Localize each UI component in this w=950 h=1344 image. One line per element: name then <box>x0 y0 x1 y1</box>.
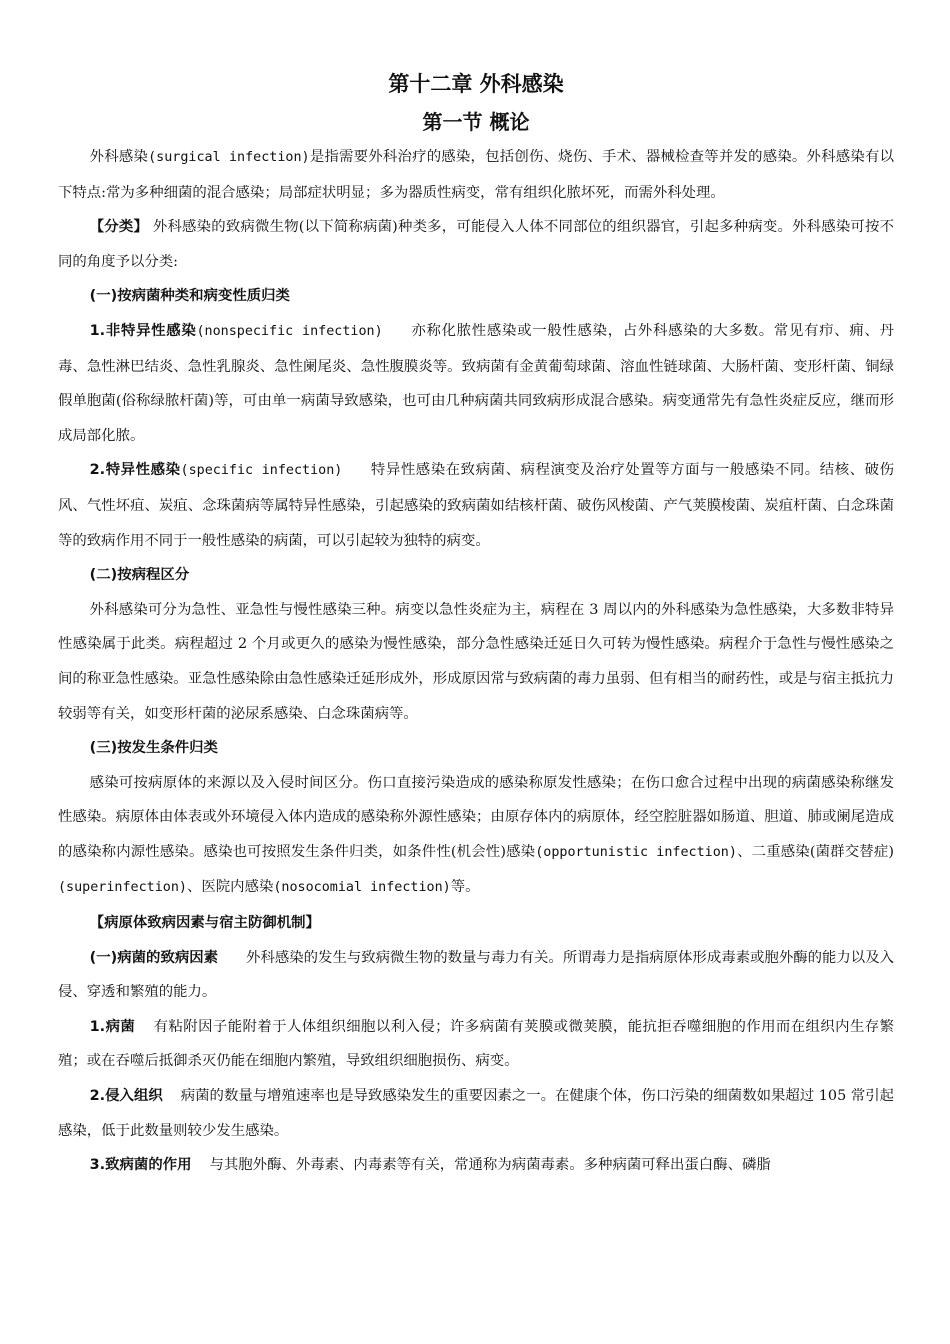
intro-paragraph <box>58 140 894 210</box>
pathogenesis-heading-text: 【病原体致病因素与宿主防御机制】 <box>89 915 320 932</box>
opportunistic-latin: (opportunistic infection) <box>535 844 737 860</box>
by-condition-heading <box>58 731 894 766</box>
section-title: 第一节 概论 <box>422 110 530 134</box>
classification-text: 外科感染的致病微生物(以下简称病菌)种类多，可能侵入人体不同部位的组织器官，引起多种病变。外科感染可按不同的角度予以分类: <box>58 219 894 270</box>
by-course-paragraph: 外科感染可分为急性、亚急性与慢性感染三种。病变以急性炎症为主，病程在 3 周以内的外科感染为急性感染，大多数非特异性感染属于此类。病程超过 2 个月或更久的感染为慢性感染，部分急性感染迁延日久可转为慢性感染。病程介于急性与慢性感染之间的称亚急性感染。亚急性感染除由急性感染迁延形成外，形成原因常与致病菌的毒力虽弱、但有相当的耐药性，或是与宿主抵抗力较弱等有关，如变形杆菌的泌尿系感染、白念珠菌病等。 <box>58 601 894 722</box>
specific-latin: (specific infection) <box>180 463 343 479</box>
classification-label: 【分类】 <box>89 219 149 236</box>
virulence-label: (一)病菌的致病因素 <box>89 949 219 966</box>
by-condition-paragraph <box>58 766 894 906</box>
intro-text-b: 是指需要外科治疗的感染，包括创伤、烧伤、手术、器械检查等并发的感染。外科感染有以下特点:常为多种细菌的混合感染；局部症状明显；多为器质性病变，常有组织化脓坏死，而需外科处理。 <box>58 149 894 201</box>
by-condition-text-b: 、二重感染(菌群交替症) <box>736 843 895 860</box>
nonspecific-label: 1.非特异性感染 <box>89 322 197 339</box>
document-page <box>58 62 894 1183</box>
by-course-heading-text: (二)按病程区分 <box>89 567 190 584</box>
specific-infection-paragraph <box>58 453 894 558</box>
by-pathogen-heading <box>58 279 894 314</box>
by-pathogen-heading-text: (一)按病菌种类和病变性质归类 <box>89 288 290 305</box>
intro-text-a: 外科感染 <box>89 149 149 165</box>
by-condition-heading-text: (三)按发生条件归类 <box>89 740 218 757</box>
by-condition-text-a: 感染可按病原体的来源以及入侵时间区分。伤口直接污染造成的感染称原发性感染；在伤口愈合过程中出现的病菌感染称继发性感染。病原体由体表或外环境侵入体内造成的感染称外源性感染；由原存体内的病原体，经空腔脏器如肠道、胆道、肺或阑尾造成的感染称内源性感染。感染也可按照发生条件归类，如条件性(机会性)感染 <box>58 774 894 860</box>
nosocomial-latin: (nosocomial infection) <box>273 880 451 896</box>
intro-latin-term: (surgical infection) <box>148 150 310 165</box>
bacteria-paragraph <box>58 1010 894 1079</box>
invasion-text: 病菌的数量与增殖速率也是导致感染发生的重要因素之一。在健康个体，伤口污染的细菌数如果超过 105 常引起感染，低于此数量则较少发生感染。 <box>58 1088 894 1139</box>
pathogen-action-text: 与其胞外酶、外毒素、内毒素等有关，常通称为病菌毒素。多种病菌可释出蛋白酶、磷脂 <box>209 1157 771 1174</box>
invasion-paragraph <box>58 1079 894 1148</box>
pathogen-action-paragraph <box>58 1148 894 1183</box>
by-condition-text-d: 等。 <box>450 879 480 896</box>
bacteria-text: 有粘附因子能附着于人体组织细胞以利入侵；许多病菌有荚膜或微荚膜，能抗拒吞噬细胞的作用而在组织内生存繁殖；或在吞噬后抵御杀灭仍能在细胞内繁殖，导致组织细胞损伤、病变。 <box>58 1018 894 1070</box>
nonspecific-infection-paragraph <box>58 314 894 453</box>
specific-label: 2.特异性感染 <box>89 462 181 479</box>
nonspecific-latin: (nonspecific infection) <box>196 323 383 339</box>
pathogen-action-label: 3.致病菌的作用 <box>89 1157 192 1174</box>
nonspecific-text: 亦称化脓性感染或一般性感染，占外科感染的大多数。常见有疖、痈、丹毒、急性淋巴结炎、急性乳腺炎、急性阑尾炎、急性腹膜炎等。致病菌有金黄葡萄球菌、溶血性链球菌、大肠杆菌、变形杆菌、铜绿假单胞菌(俗称绿脓杆菌)等，可由单一病菌导致感染，也可由几种病菌共同致病形成混合感染。病变通常先有急性炎症反应，继而形成局部化脓。 <box>58 322 894 444</box>
classification-paragraph <box>58 210 894 279</box>
chapter-title: 第十二章 外科感染 <box>388 72 564 96</box>
by-course-heading <box>58 558 894 593</box>
virulence-factors-paragraph <box>58 941 894 1010</box>
bacteria-label: 1.病菌 <box>89 1018 136 1035</box>
virulence-text: 外科感染的发生与致病微生物的数量与毒力有关。所谓毒力是指病原体形成毒素或胞外酶的能力以及入侵、穿透和繁殖的能力。 <box>58 949 894 1001</box>
by-condition-text-c: 、医院内感染 <box>187 879 274 896</box>
superinfection-latin: (superinfection) <box>58 880 187 896</box>
pathogenesis-heading <box>58 906 894 941</box>
invasion-label: 2.侵入组织 <box>89 1088 163 1105</box>
specific-text: 特异性感染在致病菌、病程演变及治疗处置等方面与一般感染不同。结核、破伤风、气性坏疽、炭疽、念珠菌病等属特异性感染，引起感染的致病菌如结核杆菌、破伤风梭菌、产气荚膜梭菌、炭疽杆菌、白念珠菌等的致病作用不同于一般性感染的病菌，可以引起较为独特的病变。 <box>58 462 894 549</box>
